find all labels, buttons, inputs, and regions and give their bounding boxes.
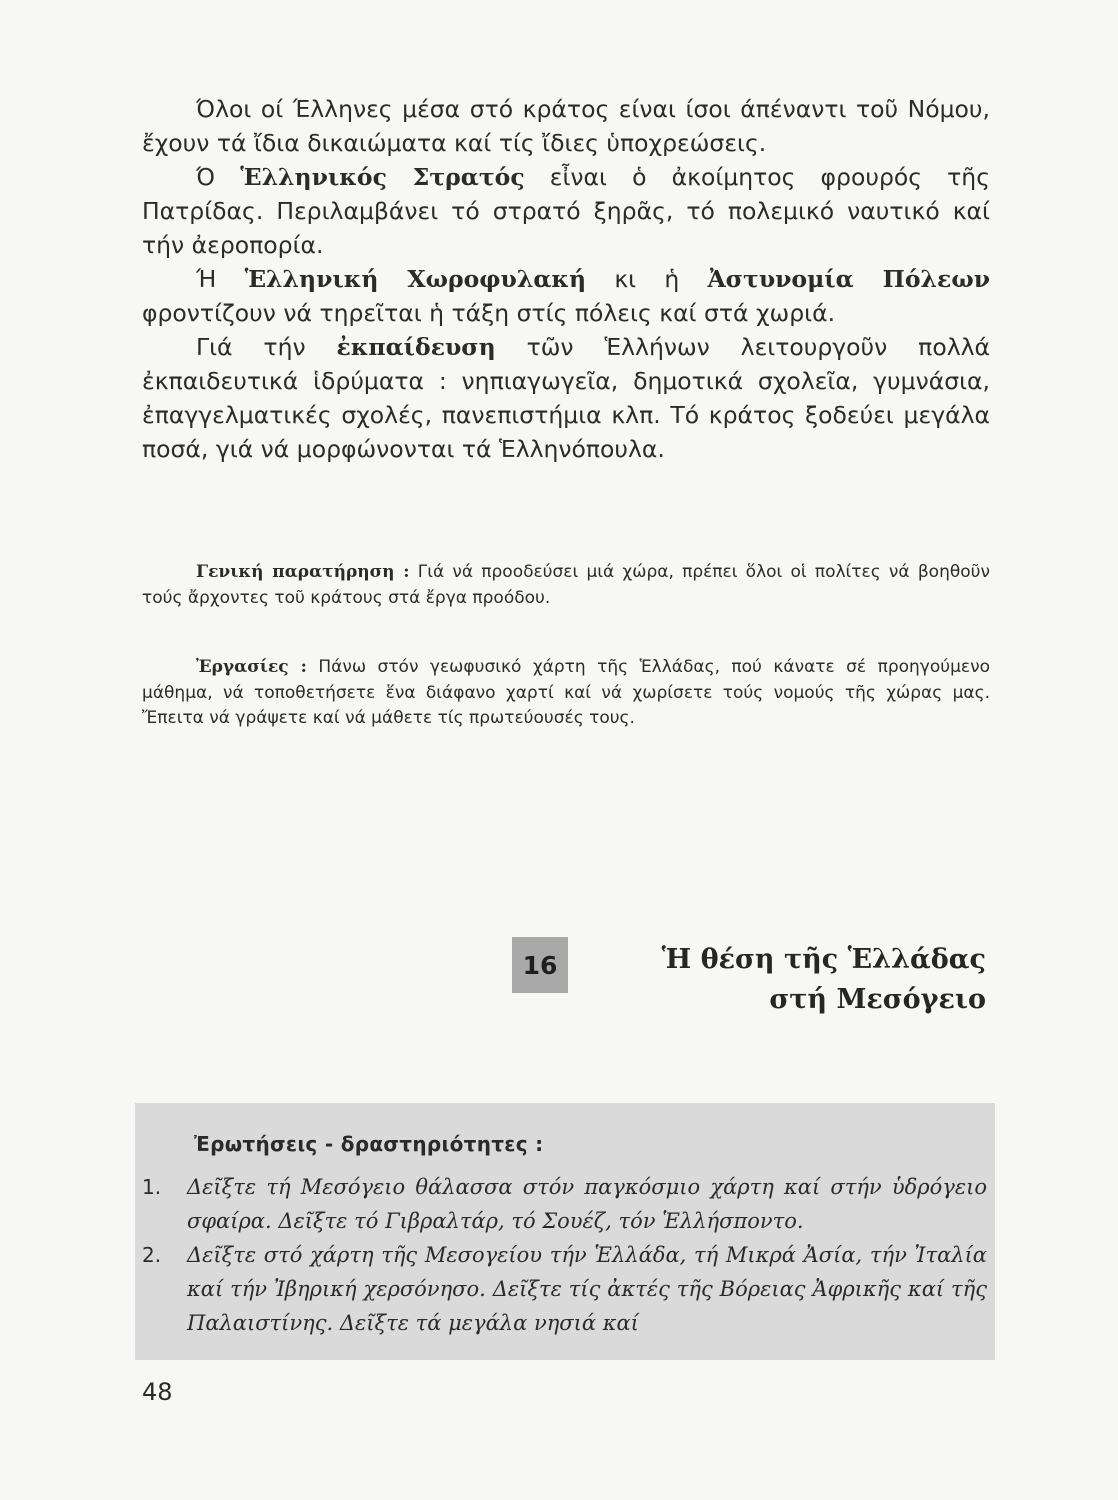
paragraph-army: Ό Ἑλληνικός Στρατός εἶναι ὁ ἀκοίμητος φρουρός τῆς Πατρίδας. Περιλαμβάνει τό στρατό ξηρᾶς, τό πολεμικό ναυτικό καί τήν ἀεροπορία. [142, 163, 990, 259]
tasks-section [142, 655, 990, 732]
question-item [142, 1238, 987, 1340]
question-number: 2. [142, 1243, 162, 1267]
term-city-police: Ἀστυνομία Πόλεων [707, 265, 990, 293]
question-text: Δεῖξτε στό χάρτη τῆς Μεσογείου τήν Ἑλλάδα, τή Μικρά Ἀσία, τήν Ἰταλία καί τήν Ἰβηρική χερσόνησο. Δεῖξτε τίς ἀκτές τῆς Βόρειας Ἀφρικῆς καί τῆς Παλαιστίνης. Δεῖξτε τά μεγάλα νησιά καί [187, 1243, 987, 1335]
question-text: Δεῖξτε τή Μεσόγειο θάλασσα στόν παγκόσμιο χάρτη καί στήν ὑδρόγειο σφαίρα. Δεῖξτε τό Γιβραλτάρ, τό Σουέζ, τόν Ἑλλήσποντο. [187, 1175, 987, 1233]
question-item [142, 1170, 987, 1238]
question-number: 1. [142, 1175, 162, 1199]
paragraph-equality: Όλοι οί Έλληνες μέσα στό κράτος είναι ίσοι άπέναντι τοῦ Νόμου, ἔχουν τά ἴδια δικαιώματα καί τίς ἴδιες ὑποχρεώσεις. [142, 95, 990, 157]
lesson-title-line1: Ἡ θέση τῆς Ἑλλάδας [661, 944, 986, 975]
questions-list [142, 1170, 987, 1340]
tasks-label: Ἐργασίες : [196, 657, 307, 677]
general-note [142, 560, 990, 611]
general-note-label: Γενική παρατήρηση : [196, 562, 410, 582]
general-note-text: Γιά νά προοδεύσει μιά χώρα, πρέπει ὅλοι οἱ πολίτες νά βοηθοῦν τούς ἄρχοντες τοῦ κράτους στά ἔργα προόδου. [142, 562, 990, 608]
questions-heading: Ἐρωτήσεις - δραστηριότητες : [194, 1132, 544, 1156]
paragraph-police: Ή Ἑλληνική Χωροφυλακή κι ἡ Ἀστυνομία Πόλεων φροντίζουν νά τηρεῖται ἡ τάξη στίς πόλεις καί στά χωριά. [142, 265, 990, 327]
term-gendarmerie: Ἑλληνική Χωροφυλακή [244, 265, 587, 293]
term-education: ἐκπαίδευση [336, 333, 496, 361]
paragraph-education: Γιά τήν ἐκπαίδευση τῶν Ἑλλήνων λειτουργοῦν πολλά ἐκπαιδευτικά ἱδρύματα : νηπιαγωγεῖα, δημοτικά σχολεῖα, γυμνάσια, ἐπαγγελματικές σχολές, πανεπιστήμια κλπ. Τό κράτος ξοδεύει μεγάλα ποσά, γιά νά μορφώνονται τά Ἑλληνόπουλα. [142, 333, 990, 463]
term-greek-army: Ἑλληνικός Στρατός [240, 163, 525, 191]
lesson-title-line2: στή Μεσόγειο [769, 984, 986, 1015]
body-text [142, 92, 990, 466]
lesson-number-badge: 16 [512, 937, 568, 993]
lesson-title [586, 940, 986, 1020]
tasks-text: Πάνω στόν γεωφυσικό χάρτη τῆς Ἑλλάδας, πού κάνατε σέ προηγούμενο μάθημα, νά τοποθετήσετε ἕνα διάφανο χαρτί καί νά χωρίσετε τούς νομούς τῆς χώρας μας. Ἔπειτα νά γράψετε καί νά μάθετε τίς πρωτεύουσές τους. [142, 657, 990, 728]
page-number: 48 [142, 1378, 173, 1406]
